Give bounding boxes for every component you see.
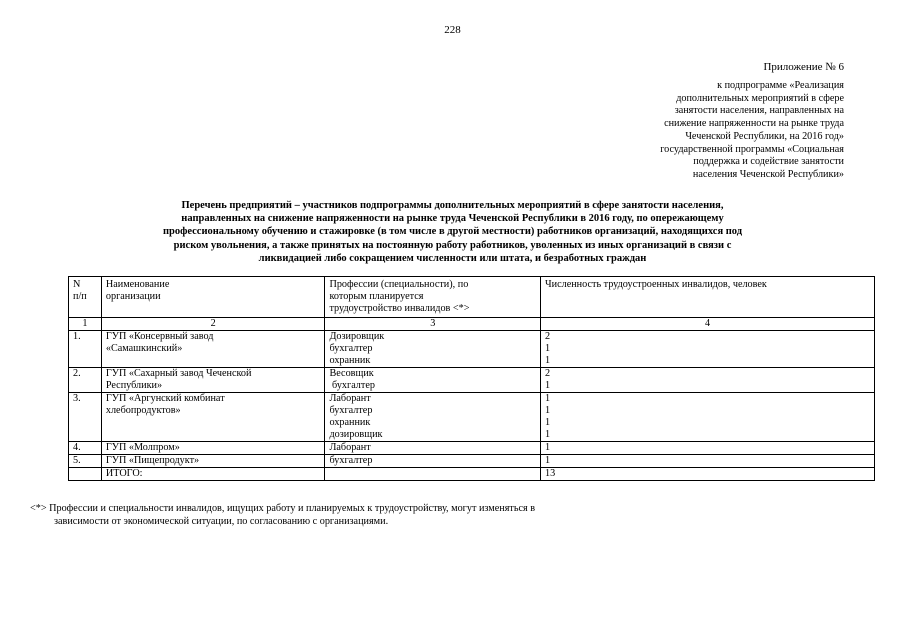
- total-empty-cell: [69, 468, 102, 481]
- counts-list: 1 1 1 1: [541, 393, 875, 442]
- professions-list: бухгалтер: [325, 455, 541, 468]
- appendix-reference-line: к подпрограмме «Реализация: [717, 80, 844, 91]
- organization-name: ГУП «Молпром»: [101, 442, 325, 455]
- appendix-reference-line: Чеченской Республики, на 2016 год»: [685, 130, 844, 142]
- header-organization: Наименование организации: [101, 277, 325, 318]
- row-number: 5.: [69, 455, 102, 468]
- header-number: N п/п: [69, 277, 102, 318]
- footnote-line: <*> Профессии и специальности инвалидов, ищущих работу и планируемых к трудоустройству, могут изменяться в: [30, 503, 536, 514]
- page-number: 228: [444, 24, 461, 36]
- total-value: 13: [541, 468, 875, 481]
- professions-list: Лаборант бухгалтер охранник дозировщик: [325, 393, 541, 442]
- table-row: [69, 368, 875, 393]
- document-title: [60, 199, 845, 265]
- organization-name: ГУП «Консервный завод «Самашкинский»: [101, 331, 325, 368]
- counts-list: 2 1: [541, 368, 875, 393]
- organization-name: ГУП «Сахарный завод Чеченской Республики»: [101, 368, 325, 393]
- counts-list: 2 1 1: [541, 331, 875, 368]
- appendix-label: Приложение № 6: [763, 61, 844, 73]
- counts-list: 1: [541, 455, 875, 468]
- organization-name: ГУП «Пищепродукт»: [101, 455, 325, 468]
- row-number: 2.: [69, 368, 102, 393]
- table-row: [69, 442, 875, 455]
- total-row: [69, 468, 875, 481]
- appendix-reference-line: поддержка и содействие занятости: [693, 156, 844, 168]
- appendix-reference-line: снижение напряженности на рынке труда: [664, 118, 844, 130]
- header-professions: Профессии (специальности), по которым планируется трудоустройство инвалидов <*>: [325, 277, 541, 318]
- appendix-reference-line: населения Чеченской Республики»: [692, 168, 844, 180]
- professions-list: Весовщик бухгалтер: [325, 368, 541, 393]
- row-number: 3.: [69, 393, 102, 442]
- title-line: профессиональному обучению и стажировке (в том числе в другой местности) работников организаций, находящихся под: [162, 226, 743, 238]
- appendix-reference: [660, 80, 844, 182]
- organization-name: ГУП «Аргунский комбинат хлебопродуктов»: [101, 393, 325, 442]
- column-number: 2: [101, 318, 325, 331]
- title-line: ликвидацией либо сокращением численности или штата, и безработных граждан: [258, 252, 647, 264]
- title-line: направленных на снижение напряженности на рынке труда Чеченской Республики в 2016 году, по опережающему: [181, 213, 724, 225]
- column-number: 3: [325, 318, 541, 331]
- table-header-row: [69, 277, 875, 318]
- footnote-line: зависимости от экономической ситуации, по согласованию с организациями.: [54, 516, 389, 527]
- professions-list: Лаборант: [325, 442, 541, 455]
- counts-list: 1: [541, 442, 875, 455]
- header-count: Численность трудоустроенных инвалидов, человек: [541, 277, 875, 318]
- professions-list: Дозировщик бухгалтер охранник: [325, 331, 541, 368]
- table-row: [69, 331, 875, 368]
- appendix-reference-line: занятости населения, направленных на: [674, 105, 844, 117]
- total-empty-cell: [325, 468, 541, 481]
- total-label: ИТОГО:: [101, 468, 325, 481]
- row-number: 1.: [69, 331, 102, 368]
- column-number: 4: [541, 318, 875, 331]
- title-line: Перечень предприятий – участников подпрограммы дополнительных мероприятий в сфере занятости населения,: [181, 200, 724, 211]
- table-row: [69, 455, 875, 468]
- footnote: [30, 502, 810, 528]
- row-number: 4.: [69, 442, 102, 455]
- column-number: 1: [69, 318, 102, 331]
- organizations-table: [68, 276, 875, 481]
- appendix-reference-line: дополнительных мероприятий в сфере: [676, 92, 844, 104]
- table-row: [69, 393, 875, 442]
- title-line: риском увольнения, а также принятых на постоянную работу работников, уволенных из иных организаций в связи с: [173, 239, 732, 251]
- column-numbers-row: [69, 318, 875, 331]
- appendix-reference-line: государственной программы «Социальная: [660, 143, 844, 155]
